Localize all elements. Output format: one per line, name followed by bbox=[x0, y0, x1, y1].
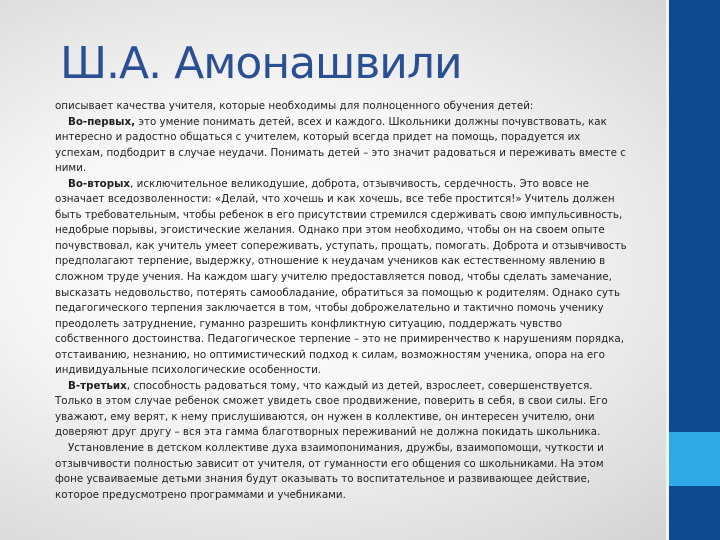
closing-paragraph: Установление в детском коллективе духа взаимопонимания, дружбы, взаимопомощи, чуткости и отзывчивости полностью зависит от учителя, от гуманности его общения со школьниками. На этом фоне усваиваемые детьми знания будут оказывать то воспитательное и развивающее действие, которое предусмотрено программами и учебниками. bbox=[55, 442, 604, 501]
paragraph-first bbox=[55, 115, 630, 177]
slide-title: Ш.А. Амонашвили bbox=[60, 38, 462, 89]
paragraph-first-text: это умение понимать детей, всех и каждого. Школьники должны почувствовать, как интересно и радостно общаться с учителем, который всегда придет на помощь, порадуется их успехам, подбодрит в случае неудачи. Понимать детей – это значит радоваться и переживать вместе с ними. bbox=[55, 115, 626, 175]
intro-paragraph: описывает качества учителя, которые необходимы для полноценного обучения детей: bbox=[55, 100, 534, 112]
paragraph-second-lead: Во-вторых bbox=[68, 177, 131, 190]
paragraph-third-lead: В-третьих bbox=[68, 379, 127, 392]
paragraph-third bbox=[55, 379, 630, 441]
paragraph-second bbox=[55, 177, 630, 379]
sidebar-accent-block bbox=[669, 432, 720, 486]
paragraph-first-lead: Во-первых, bbox=[68, 115, 136, 128]
paragraph-second-text: , исключительное великодушие, доброта, отзывчивость, сердечность. Это вовсе не означает вседозволенности: «Делай, что хочешь и как хочешь, все тебе простится!» Учитель должен быть требовательным, чтобы ребенок в его присутствии стремился сдерживать свою импульсивность, недобрые порывы, эгоистические желания. Однако при этом необходимо, чтобы он на своем опыте почувствовал, как учитель умеет сопереживать, уступать, прощать, помогать. Доброта и отзывчивость предполагают терпение, выдержку, отношение к неудачам учеников как естественному явлению в сложном труде учения. На каждом шагу учителю предоставляется повод, чтобы сделать замечание, высказать недовольство, потерять самообладание, обратиться за помощью к родителям. Однако суть педагогического терпения заключается в том, чтобы доброжелательно и тактично помочь ученику преодолеть затруднение, гуманно разрешить конфликтную ситуацию, поддержать чувство собственного достоинства. Педагогическое терпение – это не примиренчество к нарушениям порядка, отстаиванию, незнанию, но оптимистический подход к силам, возможностям ученика, опора на его индивидуальные психологические особенности. bbox=[55, 177, 627, 377]
paragraph-third-text: , способность радоваться тому, что каждый из детей, взрослеет, совершенствуется. Только в этом случае ребенок сможет увидеть свое продвижение, поверить в себя, в свои силы. Его уважают, ему верят, к нему прислушиваются, он нужен в коллективе, он интересен учителю, они доверяют друг другу – вся эта гамма благотворных переживаний не должна покидать школьника. bbox=[55, 379, 608, 439]
slide-body bbox=[55, 99, 630, 503]
